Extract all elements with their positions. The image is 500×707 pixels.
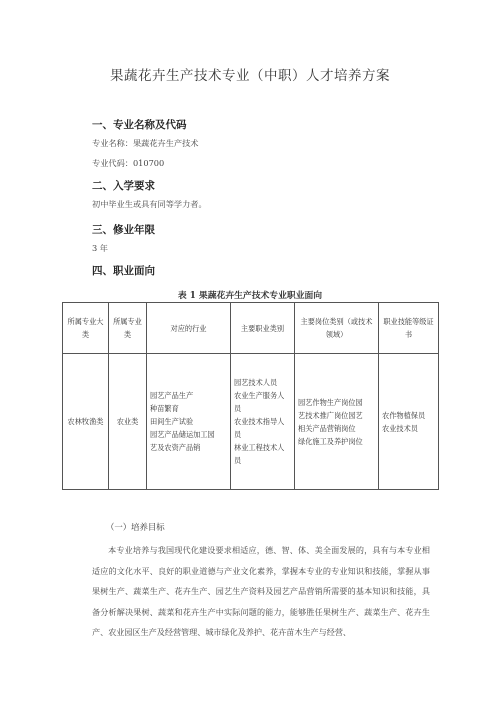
header-cell: 所属专业大类 bbox=[63, 303, 109, 354]
certificate-item: 农作物植保员 bbox=[382, 410, 426, 420]
industry-item: 田间生产试验 bbox=[150, 417, 194, 426]
header-cell: 所属专业类 bbox=[109, 303, 147, 354]
cell-occupation bbox=[231, 354, 295, 490]
cell-certificates bbox=[379, 354, 439, 490]
cell-industry bbox=[147, 354, 231, 490]
position-item: 绿化施工及养护岗位 bbox=[298, 436, 363, 446]
industry-item: 园艺产品生产 bbox=[150, 391, 194, 400]
industry-item: 艺及农资产品销 bbox=[150, 443, 201, 452]
section-heading-3: 三、修业年限 bbox=[92, 224, 155, 236]
table-header-row bbox=[63, 303, 439, 354]
major-code-line: 专业代码：010700 bbox=[92, 158, 165, 168]
occupation-item: 农业技术指导人员 bbox=[234, 417, 285, 439]
position-item: 相关产品营销岗位 bbox=[298, 423, 356, 433]
industry-item: 种苗繁育 bbox=[150, 404, 179, 413]
cell-major-class: 农业类 bbox=[109, 354, 147, 490]
cell-positions bbox=[295, 354, 379, 490]
goal-paragraph bbox=[92, 540, 430, 643]
cell-major-category: 农林牧渔类 bbox=[63, 354, 109, 490]
header-cell: 职业技能等级证书 bbox=[379, 303, 439, 354]
section-heading-2: 二、入学要求 bbox=[92, 180, 155, 192]
subsection-heading: （一）培养目标 bbox=[106, 522, 165, 532]
career-table bbox=[62, 302, 439, 490]
table-row bbox=[63, 354, 439, 490]
goal-paragraph-text: 本专业培养与我国现代化建设要求相适应，德、智、体、美全面发展的，具有与本专业相适应的文化水平、良好的职业道德与产业文化素养，掌握本专业的专业知识和技能，掌握从事果树生产、蔬菜生产、花卉生产、园艺生产资料及园艺产品营销所需要的基本知识和技能，具备分析解决果树、蔬菜和花卉生产中实际问题的能力，能够胜任果树生产、蔬菜生产、花卉生产、农业园区生产及经营管理、城市绿化及养护、花卉苗木生产与经营、 bbox=[92, 545, 430, 638]
header-cell: 主要职业类别 bbox=[231, 303, 295, 354]
industry-item: 园艺产品储运加工园 bbox=[150, 430, 215, 439]
admission-text: 初中毕业生或具有同等学力者。 bbox=[92, 199, 207, 209]
major-name-line: 专业名称：果蔬花卉生产技术 bbox=[92, 138, 199, 148]
document-title: 果蔬花卉生产技术专业（中职）人才培养方案 bbox=[110, 68, 390, 84]
study-years-text: 3 年 bbox=[92, 243, 108, 253]
occupation-item: 林业工程技术人员 bbox=[234, 443, 285, 465]
position-item: 艺技术推广岗位园艺 bbox=[298, 410, 363, 420]
position-item: 园艺作物生产岗位园 bbox=[298, 397, 363, 407]
header-cell: 对应的行业 bbox=[147, 303, 231, 354]
occupation-item: 园艺技术人员 bbox=[234, 378, 278, 387]
occupation-item: 农业生产服务人员 bbox=[234, 391, 285, 413]
table-caption: 表 1 果蔬花卉生产技术专业职业面向 bbox=[177, 291, 323, 301]
section-heading-1: 一、专业名称及代码 bbox=[92, 119, 187, 131]
section-heading-4: 四、职业面向 bbox=[92, 265, 155, 277]
header-cell: 主要岗位类别（或技术领域） bbox=[295, 303, 379, 354]
certificate-item: 农业技术员 bbox=[382, 423, 418, 433]
